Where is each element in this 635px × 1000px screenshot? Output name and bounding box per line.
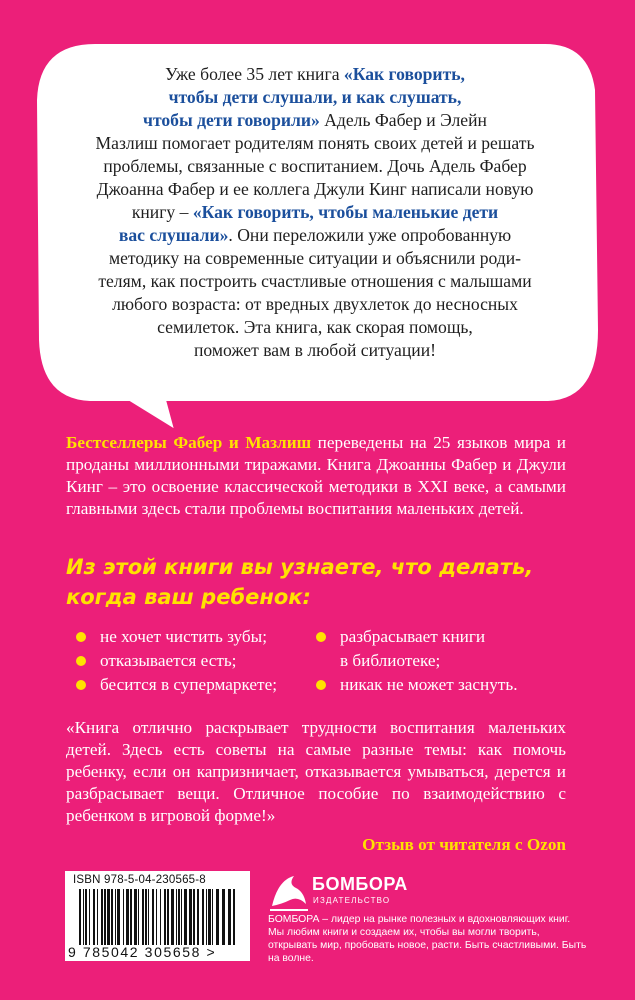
bubble-text — [66, 63, 564, 362]
publisher-description: БОМБОРА – лидер на рынке полезных и вдохновляющих книг. Мы любим книги и создаем их, чтобы вы могли творить, открывать мир, пробовать новое, расти. Быть счастливыми. Быть на волне. — [268, 914, 587, 964]
barcode-bar — [167, 889, 169, 945]
bubble-segment: . Они переложили уже опробованную — [228, 225, 512, 245]
review-text: «Книга отлично раскрывает трудности воспитания маленьких детей. Здесь есть советы на самые разные темы: как помочь ребенку, если он капризничает, отказывается умываться, дерется и разбрасывает вещи. Отличное пособие по взаимодействию с ребенком в игровой форме!» — [66, 718, 566, 825]
barcode-bar — [228, 889, 231, 945]
barcode-bar — [126, 889, 129, 945]
barcode-bar — [130, 889, 132, 945]
learn-heading-line2: когда ваш ребенок: — [66, 585, 311, 609]
barcode-bar — [83, 889, 84, 945]
bubble-line — [66, 270, 564, 293]
bubble-segment: Уже более 35 лет книга — [165, 64, 344, 84]
barcode-bar — [184, 889, 187, 945]
bubble-segment: Мазлиш помогает родителям понять своих детей и решать — [95, 133, 535, 153]
barcode-bar — [171, 889, 174, 945]
barcode-bar — [97, 889, 98, 945]
bubble-line — [66, 63, 564, 86]
barcode-bar — [160, 889, 161, 945]
barcode-bar — [164, 889, 166, 945]
bubble-segment: Адель Фабер и Элейн — [319, 110, 487, 130]
bullet-list-right — [316, 625, 518, 697]
bubble-line — [66, 201, 564, 224]
barcode-bar — [178, 889, 180, 945]
bubble-segment: любого возраста: от вредных двухлеток до несносных — [112, 294, 518, 314]
list-item — [316, 625, 518, 649]
list-item-label: никак не может заснуть. — [340, 675, 518, 694]
bullet-icon — [316, 680, 326, 690]
barcode-bar — [115, 889, 116, 945]
list-item — [76, 625, 277, 649]
barcode-bar — [206, 889, 207, 945]
barcode-bar — [197, 889, 199, 945]
bubble-segment: телям, как построить счастливые отношения с малышами — [98, 271, 532, 291]
bubble-highlight: «Как говорить, чтобы маленькие дети — [192, 202, 499, 222]
bubble-line — [66, 247, 564, 270]
bubble-line — [66, 155, 564, 178]
isbn-label: ISBN 978-5-04-230565-8 — [73, 874, 206, 886]
barcode-bar — [138, 889, 139, 945]
bubble-line — [66, 109, 564, 132]
barcode-bar — [104, 889, 106, 945]
barcode-bar — [89, 889, 90, 945]
bubble-line — [66, 86, 564, 109]
barcode-bar — [176, 889, 177, 945]
barcode-bar — [233, 889, 235, 945]
barcode-bars — [79, 889, 239, 945]
barcode-bar — [181, 889, 182, 945]
bubble-segment: книгу – — [131, 202, 193, 222]
bullet-icon — [76, 680, 86, 690]
list-item — [76, 673, 277, 697]
learn-heading-line1: Из этой книги вы узнаете, что делать, — [66, 555, 534, 579]
bombora-wave-icon — [268, 870, 310, 912]
barcode — [65, 871, 250, 961]
barcode-bar — [134, 889, 137, 945]
barcode-bar — [142, 889, 144, 945]
list-item — [316, 673, 518, 697]
barcode-bar — [189, 889, 192, 945]
barcode-bar — [107, 889, 110, 945]
review-source: Отзыв от читателя с Ozon — [362, 835, 566, 854]
publisher-subtitle: ИЗДАТЕЛЬСТВО — [313, 896, 391, 905]
barcode-bar — [117, 889, 120, 945]
bubble-segment: методику на современные ситуации и объяснили роди- — [108, 248, 522, 268]
barcode-bar — [152, 889, 154, 945]
bubble-line — [66, 316, 564, 339]
barcode-bar — [79, 889, 81, 945]
bullet-icon — [316, 632, 326, 642]
barcode-bar — [145, 889, 147, 945]
list-item — [76, 649, 277, 673]
bubble-highlight: чтобы дети говорили» — [143, 110, 320, 130]
list-item-label: бесится в супермаркете; — [100, 675, 277, 694]
barcode-bar — [123, 889, 124, 945]
bubble-highlight: чтобы дети слушали, и как слушать, — [168, 87, 462, 107]
list-item-continuation: в библиотеке; — [340, 651, 441, 670]
barcode-bar — [101, 889, 103, 945]
bullet-icon — [76, 632, 86, 642]
bubble-segment: проблемы, связанные с воспитанием. Дочь Адель Фабер — [103, 156, 527, 176]
intro-text: переведены на 25 языков мира и проданы миллионными тиражами. Книга Джоанны Фабер и Джули Кинг – это освоение классической методики в XXI веке, а самыми главными здесь стали проблемы воспитания маленьких детей. — [66, 433, 567, 518]
barcode-bar — [148, 889, 149, 945]
barcode-bar — [222, 889, 225, 945]
bubble-highlight: вас слушали» — [118, 225, 229, 245]
barcode-bar — [202, 889, 204, 945]
bullet-list-left — [76, 625, 277, 697]
bubble-segment: Джоанна Фабер и ее коллега Джули Кинг написали новую — [96, 179, 534, 199]
bubble-segment: поможет вам в любой ситуации! — [194, 340, 436, 360]
intro-paragraph — [66, 432, 566, 520]
list-item-label: разбрасывает книги — [340, 627, 486, 646]
barcode-bar — [111, 889, 113, 945]
bubble-line — [66, 132, 564, 155]
bubble-line — [66, 224, 564, 247]
bullet-icon — [76, 656, 86, 666]
publisher-logo — [268, 870, 448, 912]
bubble-highlight: «Как говорить, — [343, 64, 465, 84]
publisher-name: БОМБОРА — [312, 874, 408, 894]
bubble-line — [66, 178, 564, 201]
barcode-bar — [93, 889, 95, 945]
barcode-bar — [216, 889, 219, 945]
barcode-digits: 9 785042 305658 > — [68, 944, 217, 960]
bubble-segment: семилеток. Эта книга, как скорая помощь, — [157, 317, 473, 337]
bubble-line — [66, 339, 564, 362]
bubble-line — [66, 293, 564, 316]
learn-heading — [66, 552, 586, 612]
barcode-bar — [193, 889, 195, 945]
intro-highlight: Бестселлеры Фабер и Мазлиш — [66, 433, 312, 452]
barcode-bar — [212, 889, 213, 945]
barcode-bar — [85, 889, 87, 945]
barcode-bar — [156, 889, 157, 945]
list-item-label: отказывается есть; — [100, 651, 237, 670]
barcode-bar — [208, 889, 211, 945]
list-item-label: не хочет чистить зубы; — [100, 627, 267, 646]
